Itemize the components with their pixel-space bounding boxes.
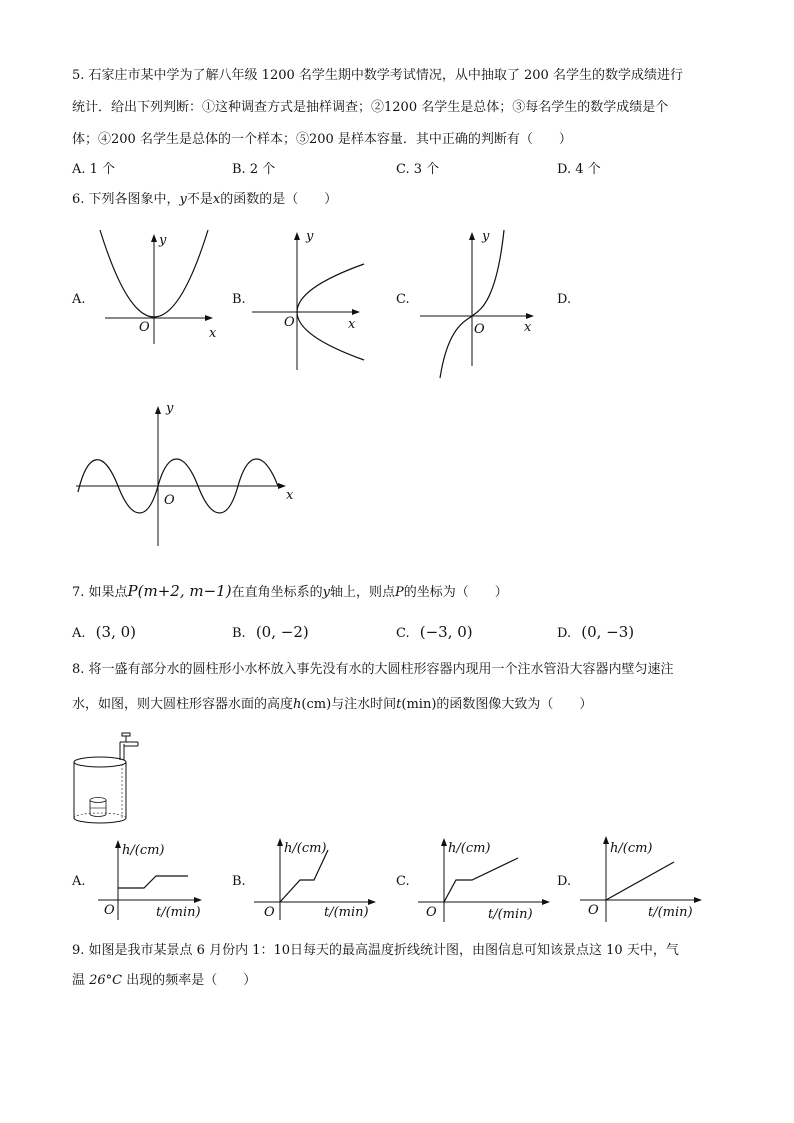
q6-graph-b: [250, 226, 380, 376]
q7-option-b-label: B.: [232, 626, 246, 641]
q8b-origin-label: O: [264, 905, 275, 920]
q8a-origin-label: O: [104, 903, 115, 918]
q8b-y-label: h/(cm): [284, 841, 327, 856]
q7-option-a: [72, 622, 136, 644]
q6b-x-label: x: [348, 317, 356, 332]
q5-option-a: A. 1 个: [72, 162, 116, 177]
q6c-x-label: x: [524, 320, 532, 335]
q8-label-d: D.: [557, 874, 572, 889]
q6-graph-d: [74, 398, 304, 550]
q8-label-b: B.: [232, 874, 246, 889]
q8-graph-a: [92, 836, 222, 922]
q7-var-y: y: [322, 585, 330, 600]
q9-temp: 26°C: [89, 973, 123, 988]
q7-mid: 在直角坐标系的: [231, 585, 323, 600]
q6-label-d: D.: [557, 292, 572, 307]
q8-line-2: [72, 695, 592, 715]
q8-graph-d: [578, 832, 718, 924]
q7-option-c-value: (−3, 0): [419, 623, 473, 641]
q7-option-a-label: A.: [72, 626, 86, 641]
q6a-x-label: x: [209, 326, 217, 341]
q5-line-3: 体；④200 名学生是总体的一个样本；⑤200 是样本容量．其中正确的判断有（ ）: [72, 132, 572, 147]
q8-line2-d: (min): [401, 697, 437, 712]
q6-mid: 不是: [186, 192, 213, 207]
q8d-origin-label: O: [588, 903, 599, 918]
q8-label-a: A.: [72, 874, 86, 889]
q6-var-y: y: [179, 192, 187, 207]
q6-var-x: x: [212, 192, 221, 207]
q6-suffix: 的函数的是（ ）: [220, 192, 338, 207]
q8d-y-label: h/(cm): [610, 841, 653, 856]
q6-label-a: A.: [72, 292, 86, 307]
q6-graph-a: [95, 226, 225, 346]
q6d-origin-label: O: [164, 493, 175, 508]
q6c-origin-label: O: [474, 322, 485, 337]
q7-stem: [72, 581, 508, 603]
q8-var-t: t: [396, 697, 402, 712]
q7-option-b-value: (0, −2): [255, 623, 309, 641]
q8-label-c: C.: [396, 874, 410, 889]
q9-line2-b: 出现的频率是（ ）: [122, 973, 257, 988]
q7-point: P(m+2, m−1): [127, 582, 232, 600]
q8-graph-c: [416, 832, 556, 924]
q7-option-a-value: (3, 0): [95, 623, 136, 641]
q9-line-2: [72, 971, 256, 991]
q8-graph-b: [252, 832, 382, 922]
q6a-origin-label: O: [139, 320, 150, 335]
q6-label-c: C.: [396, 292, 410, 307]
q6a-y-label: y: [159, 233, 167, 248]
q6-graph-c: [416, 226, 546, 386]
q8c-origin-label: O: [426, 905, 437, 920]
q9-line-1: 9. 如图是我市某景点 6 月份内 1：10日每天的最高温度折线统计图，由图信息可知该景点这 10 天中，气: [72, 943, 679, 958]
q8-line-1: 8. 将一盛有部分水的圆柱形小水杯放入事先没有水的大圆柱形容器内现用一个注水管沿大容器内壁匀速注: [72, 662, 674, 677]
q7-option-c: [396, 622, 473, 644]
q8c-y-label: h/(cm): [448, 841, 491, 856]
q8-line2-b: (cm): [301, 697, 332, 712]
q8c-x-label: t/(min): [488, 907, 533, 922]
q7-option-b: [232, 622, 309, 644]
q6c-y-label: y: [482, 229, 490, 244]
q8-var-h: h: [293, 697, 302, 712]
q6d-y-label: y: [166, 401, 174, 416]
q7-option-d-label: D.: [557, 626, 572, 641]
q7-prefix: 7. 如果点: [72, 585, 128, 600]
q5-option-c: C. 3 个: [396, 162, 440, 177]
q6-prefix: 6. 下列各图象中，: [72, 192, 180, 207]
q8d-x-label: t/(min): [648, 905, 693, 920]
q7-mid2: 轴上，则点: [329, 585, 395, 600]
q7-var-p: P: [394, 585, 404, 600]
q8-line2-e: 的函数图像大致为（ ）: [436, 697, 593, 712]
q8-container-illustration: [72, 732, 152, 828]
q7-option-c-label: C.: [396, 626, 410, 641]
q8-line2-c: 与注水时间: [331, 697, 397, 712]
q8-line2-a: 水，如图，则大圆柱形容器水面的高度: [72, 697, 294, 712]
q5-option-b: B. 2 个: [232, 162, 276, 177]
q6b-origin-label: O: [284, 315, 295, 330]
q7-option-d: [557, 622, 634, 644]
q5-option-d: D. 4 个: [557, 162, 601, 177]
q8a-x-label: t/(min): [156, 905, 201, 920]
q8b-x-label: t/(min): [324, 905, 369, 920]
q9-line2-a: 温: [72, 973, 90, 988]
q7-option-d-value: (0, −3): [581, 623, 635, 641]
q6-stem: [72, 190, 337, 210]
q7-suffix: 的坐标为（ ）: [403, 585, 508, 600]
q6-label-b: B.: [232, 292, 246, 307]
q5-line-2: 统计．给出下列判断：①这种调查方式是抽样调查；②1200 名学生是总体；③每名学生的数学成绩是个: [72, 100, 669, 115]
q6d-x-label: x: [286, 488, 294, 503]
q5-line-1: 5. 石家庄市某中学为了解八年级 1200 名学生期中数学考试情况，从中抽取了 200 名学生的数学成绩进行: [72, 68, 683, 83]
q6b-y-label: y: [306, 229, 314, 244]
q8a-y-label: h/(cm): [122, 843, 165, 858]
